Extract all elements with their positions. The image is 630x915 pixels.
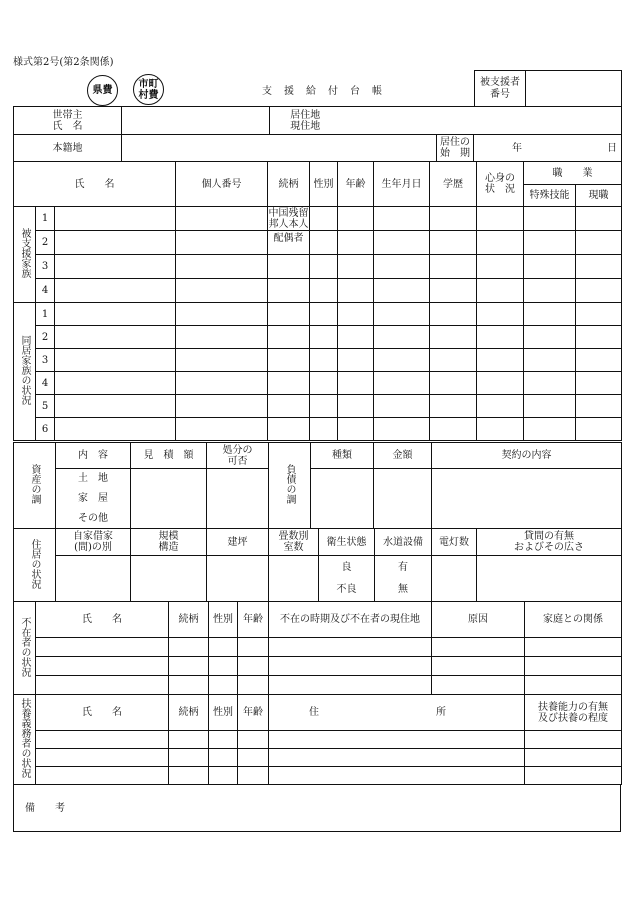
stamp-municipal-text-1: 市町: [138, 78, 159, 90]
education-cell[interactable]: [430, 279, 477, 303]
tatami-field[interactable]: [269, 556, 319, 602]
absent-section-label: 不在者の状況: [14, 602, 36, 695]
recipient-number-label-text: 被支援者 番号: [480, 77, 520, 100]
municipal-cost-stamp: [133, 74, 164, 105]
condition-cell[interactable]: [477, 326, 524, 349]
education-cell[interactable]: [430, 207, 477, 231]
skill-cell[interactable]: [524, 279, 576, 303]
family-table: [13, 161, 622, 441]
absent-age-header: 年齢: [238, 602, 269, 638]
absent-row-cell[interactable]: [238, 657, 269, 676]
support-row-cell[interactable]: [36, 731, 169, 749]
row-number: 3: [36, 349, 55, 372]
education-cell[interactable]: [430, 349, 477, 372]
job-cell[interactable]: [576, 326, 622, 349]
sex-cell[interactable]: [310, 349, 338, 372]
row-number: 3: [36, 255, 55, 279]
skill-cell[interactable]: [524, 231, 576, 255]
col-relation-header: 続柄: [268, 162, 310, 207]
name-cell[interactable]: [55, 255, 176, 279]
absent-row-cell[interactable]: [36, 638, 169, 657]
birthdate-cell[interactable]: [374, 255, 430, 279]
water-has-option[interactable]: 有: [375, 556, 432, 579]
row-number: 2: [36, 326, 55, 349]
absent-row-cell[interactable]: [169, 638, 209, 657]
cohabiting-family-label: 同居家族の状況: [14, 303, 36, 441]
water-header: 水道設備: [375, 529, 432, 556]
sex-cell[interactable]: [310, 418, 338, 441]
age-cell[interactable]: [338, 372, 374, 395]
sex-cell[interactable]: [310, 207, 338, 231]
sex-cell[interactable]: [310, 279, 338, 303]
support-sex-header: 性別: [209, 695, 238, 731]
job-cell[interactable]: [576, 207, 622, 231]
col-condition-header: 心身の 状 況: [477, 162, 524, 207]
lamps-field[interactable]: [432, 556, 477, 602]
relation-cell[interactable]: 配偶者: [268, 231, 310, 255]
absent-row-cell[interactable]: [209, 638, 238, 657]
domicile-label: 本籍地: [14, 135, 122, 162]
support-age-header: 年齢: [238, 695, 269, 731]
row-number: 4: [36, 279, 55, 303]
relation-cell[interactable]: [268, 349, 310, 372]
householder-label: 世帯主 氏 名: [14, 107, 122, 135]
condition-cell[interactable]: [477, 231, 524, 255]
col-name-header: 氏 名: [14, 162, 176, 207]
job-cell[interactable]: [576, 255, 622, 279]
birthdate-cell[interactable]: [374, 231, 430, 255]
stamp-prefecture-text: 県費: [92, 85, 113, 96]
support-ability-header: 扶養能力の有無 及び扶養の程度: [525, 695, 622, 731]
skill-cell[interactable]: [524, 395, 576, 418]
asset-item-other: その他: [56, 509, 131, 529]
debt-section-label: 負債の調: [269, 443, 311, 529]
asset-content-header: 内 容: [56, 443, 131, 469]
personal-number-cell[interactable]: [176, 372, 268, 395]
birthdate-cell[interactable]: [374, 372, 430, 395]
age-cell[interactable]: [338, 349, 374, 372]
col-special-skill-header: 特殊技能: [524, 185, 576, 207]
recipient-number-label: [475, 71, 526, 107]
sex-cell[interactable]: [310, 395, 338, 418]
age-cell[interactable]: [338, 303, 374, 326]
absent-row-cell[interactable]: [36, 676, 169, 695]
skill-cell[interactable]: [524, 207, 576, 231]
recipient-number-box: [474, 70, 622, 107]
absent-row-cell[interactable]: [269, 638, 432, 657]
relation-cell[interactable]: [268, 255, 310, 279]
row-number: 5: [36, 395, 55, 418]
sanitation-header: 衛生状態: [319, 529, 375, 556]
day-label: 日: [607, 142, 617, 154]
education-cell[interactable]: [430, 418, 477, 441]
asset-disposal-header: 処分の 可否: [207, 443, 269, 469]
tatami-header: 畳数別 室数: [269, 529, 319, 556]
support-row-cell[interactable]: [36, 767, 169, 785]
sex-cell[interactable]: [310, 231, 338, 255]
absent-row-cell[interactable]: [238, 638, 269, 657]
floor-area-field[interactable]: [207, 556, 269, 602]
support-row-cell[interactable]: [269, 731, 525, 749]
assets-section-label: 資産の調: [14, 443, 56, 529]
job-cell[interactable]: [576, 395, 622, 418]
absent-row-cell[interactable]: [525, 676, 622, 695]
absent-row-cell[interactable]: [169, 676, 209, 695]
support-address-header: [269, 695, 525, 731]
name-cell[interactable]: [55, 303, 176, 326]
householder-name-field[interactable]: [122, 107, 270, 135]
absent-where-header: 不在の時期及び不在者の現住地: [269, 602, 432, 638]
absent-row-cell[interactable]: [432, 638, 525, 657]
job-cell[interactable]: [576, 418, 622, 441]
support-row-cell[interactable]: [169, 749, 209, 767]
birthdate-cell[interactable]: [374, 326, 430, 349]
support-row-cell[interactable]: [238, 767, 269, 785]
condition-cell[interactable]: [477, 279, 524, 303]
age-cell[interactable]: [338, 255, 374, 279]
support-table: [13, 694, 622, 785]
birthdate-cell[interactable]: [374, 207, 430, 231]
domicile-field[interactable]: [122, 135, 437, 162]
skill-cell[interactable]: [524, 303, 576, 326]
absent-row-cell[interactable]: [269, 657, 432, 676]
support-section-label: 扶養義務者の状況: [14, 695, 36, 785]
prefecture-cost-stamp: [87, 75, 118, 106]
absent-name-header: 氏 名: [36, 602, 169, 638]
col-personal-number-header: 個人番号: [176, 162, 268, 207]
sex-cell[interactable]: [310, 255, 338, 279]
name-cell[interactable]: [55, 231, 176, 255]
absent-table: [13, 601, 622, 695]
recipient-number-field[interactable]: [526, 71, 621, 107]
absent-row-cell[interactable]: [269, 676, 432, 695]
support-row-cell[interactable]: [525, 749, 622, 767]
condition-cell[interactable]: [477, 255, 524, 279]
condition-cell[interactable]: [477, 418, 524, 441]
absent-sex-header: 性別: [209, 602, 238, 638]
job-cell[interactable]: [576, 279, 622, 303]
personal-number-cell[interactable]: [176, 349, 268, 372]
support-relation-header: 続柄: [169, 695, 209, 731]
ledger-title: 支援給付台帳: [262, 86, 394, 97]
support-row-cell[interactable]: [525, 731, 622, 749]
skill-cell[interactable]: [524, 372, 576, 395]
asset-item-land: 土 地: [56, 469, 131, 489]
absent-row-cell[interactable]: [169, 657, 209, 676]
col-birthdate-header: 生年月日: [374, 162, 430, 207]
residence-label: 居住地 現住地: [270, 107, 341, 135]
skill-cell[interactable]: [524, 326, 576, 349]
relation-cell[interactable]: [268, 395, 310, 418]
education-cell[interactable]: [430, 255, 477, 279]
personal-number-cell[interactable]: [176, 231, 268, 255]
education-cell[interactable]: [430, 372, 477, 395]
support-row-cell[interactable]: [525, 767, 622, 785]
row-number: 1: [36, 303, 55, 326]
name-cell[interactable]: [55, 418, 176, 441]
asset-estimate-header: 見 積 額: [131, 443, 207, 469]
name-cell[interactable]: [55, 326, 176, 349]
absent-row-cell[interactable]: [36, 657, 169, 676]
scale-field[interactable]: [131, 556, 207, 602]
remarks-table: [13, 784, 621, 832]
absent-family-relation-header: 家庭との関係: [525, 602, 622, 638]
debt-amount-header: 金額: [374, 443, 432, 469]
birthdate-cell[interactable]: [374, 303, 430, 326]
sex-cell[interactable]: [310, 303, 338, 326]
absent-row-cell[interactable]: [525, 657, 622, 676]
education-cell[interactable]: [430, 395, 477, 418]
age-cell[interactable]: [338, 326, 374, 349]
scale-header: 規模 構造: [131, 529, 207, 556]
head-info-table: [13, 106, 622, 162]
asset-disposal-field[interactable]: [207, 469, 269, 529]
row-number: 4: [36, 372, 55, 395]
absent-row-cell[interactable]: [209, 657, 238, 676]
absent-row-cell[interactable]: [432, 676, 525, 695]
col-occupation-header: 職 業: [524, 162, 622, 185]
absent-row-cell[interactable]: [432, 657, 525, 676]
support-address-char-2: 所: [436, 707, 446, 718]
relation-cell[interactable]: [268, 418, 310, 441]
condition-cell[interactable]: [477, 395, 524, 418]
row-number: 6: [36, 418, 55, 441]
support-row-cell[interactable]: [269, 749, 525, 767]
condition-cell[interactable]: [477, 349, 524, 372]
absent-relation-header: 続柄: [169, 602, 209, 638]
personal-number-cell[interactable]: [176, 395, 268, 418]
job-cell[interactable]: [576, 303, 622, 326]
relation-cell[interactable]: 中国残留 邦人本人: [268, 207, 309, 230]
support-row-cell[interactable]: [209, 731, 238, 749]
col-sex-header: 性別: [310, 162, 338, 207]
support-row-cell[interactable]: [269, 767, 525, 785]
assets-table: [13, 442, 622, 529]
birthdate-cell[interactable]: [374, 279, 430, 303]
personal-number-cell[interactable]: [176, 418, 268, 441]
lamps-header: 電灯数: [432, 529, 477, 556]
asset-item-house: 家 屋: [56, 489, 131, 509]
personal-number-cell[interactable]: [176, 255, 268, 279]
name-cell[interactable]: [55, 207, 176, 231]
education-cell[interactable]: [430, 231, 477, 255]
debt-amount-field[interactable]: [374, 469, 432, 529]
age-cell[interactable]: [338, 207, 374, 231]
year-label: 年: [512, 142, 522, 154]
personal-number-cell[interactable]: [176, 326, 268, 349]
support-row-cell[interactable]: [209, 749, 238, 767]
sanitation-good-option[interactable]: 良: [319, 556, 375, 579]
relation-cell[interactable]: [268, 326, 310, 349]
loan-header: 貸間の有無 およびその広さ: [477, 529, 622, 556]
personal-number-cell[interactable]: [176, 303, 268, 326]
loan-field[interactable]: [477, 556, 622, 602]
water-none-option[interactable]: 無: [375, 579, 432, 602]
col-age-header: 年齢: [338, 162, 374, 207]
job-cell[interactable]: [576, 349, 622, 372]
age-cell[interactable]: [338, 418, 374, 441]
education-cell[interactable]: [430, 303, 477, 326]
housing-table: [13, 528, 622, 602]
residence-start-field[interactable]: [474, 135, 622, 162]
col-current-job-header: 現職: [576, 185, 622, 207]
row-number: 2: [36, 231, 55, 255]
stamp-municipal-text-2: 村費: [138, 89, 159, 101]
condition-cell[interactable]: [477, 303, 524, 326]
sanitation-bad-option[interactable]: 不良: [319, 579, 375, 602]
education-cell[interactable]: [430, 326, 477, 349]
age-cell[interactable]: [338, 395, 374, 418]
remarks-field[interactable]: [14, 785, 621, 832]
support-row-cell[interactable]: [36, 749, 169, 767]
name-cell[interactable]: [55, 349, 176, 372]
debt-contract-header: 契約の内容: [432, 443, 622, 469]
form-number-label: 様式第2号(第2条関係): [13, 57, 114, 68]
row-number: 1: [36, 207, 55, 231]
debt-type-header: 種類: [311, 443, 374, 469]
birthdate-cell[interactable]: [374, 418, 430, 441]
relation-cell[interactable]: [268, 303, 310, 326]
debt-type-field[interactable]: [311, 469, 374, 529]
remarks-label: 備 考: [25, 802, 65, 814]
supported-family-label: 被支援家族: [14, 207, 36, 303]
relation-cell[interactable]: [268, 279, 310, 303]
skill-cell[interactable]: [524, 418, 576, 441]
relation-cell[interactable]: [268, 372, 310, 395]
residence-field[interactable]: [341, 107, 622, 135]
residence-start-label: 居住の 始 期: [437, 135, 474, 162]
own-rent-field[interactable]: [56, 556, 131, 602]
skill-cell[interactable]: [524, 255, 576, 279]
debt-contract-field[interactable]: [432, 469, 622, 529]
support-address-char-1: 住: [309, 707, 319, 718]
support-row-cell[interactable]: [238, 731, 269, 749]
personal-number-cell[interactable]: [176, 279, 268, 303]
support-row-cell[interactable]: [209, 767, 238, 785]
support-row-cell[interactable]: [169, 731, 209, 749]
sex-cell[interactable]: [310, 372, 338, 395]
condition-cell[interactable]: [477, 372, 524, 395]
absent-row-cell[interactable]: [209, 676, 238, 695]
birthdate-cell[interactable]: [374, 349, 430, 372]
absent-reason-header: 原因: [432, 602, 525, 638]
housing-section-label: 住居の状況: [14, 529, 56, 602]
sex-cell[interactable]: [310, 326, 338, 349]
name-cell[interactable]: [55, 372, 176, 395]
skill-cell[interactable]: [524, 349, 576, 372]
condition-cell[interactable]: [477, 207, 524, 231]
name-cell[interactable]: [55, 279, 176, 303]
col-education-header: 学歴: [430, 162, 477, 207]
job-cell[interactable]: [576, 372, 622, 395]
job-cell[interactable]: [576, 231, 622, 255]
support-row-cell[interactable]: [238, 749, 269, 767]
personal-number-cell[interactable]: [176, 207, 268, 231]
asset-estimate-field[interactable]: [131, 469, 207, 529]
support-name-header: 氏 名: [36, 695, 169, 731]
own-rent-header: 自家借家 (間)の別: [56, 529, 131, 556]
floor-area-header: 建坪: [207, 529, 269, 556]
absent-row-cell[interactable]: [525, 638, 622, 657]
support-row-cell[interactable]: [169, 767, 209, 785]
absent-row-cell[interactable]: [238, 676, 269, 695]
name-cell[interactable]: [55, 395, 176, 418]
age-cell[interactable]: [338, 231, 374, 255]
birthdate-cell[interactable]: [374, 395, 430, 418]
age-cell[interactable]: [338, 279, 374, 303]
